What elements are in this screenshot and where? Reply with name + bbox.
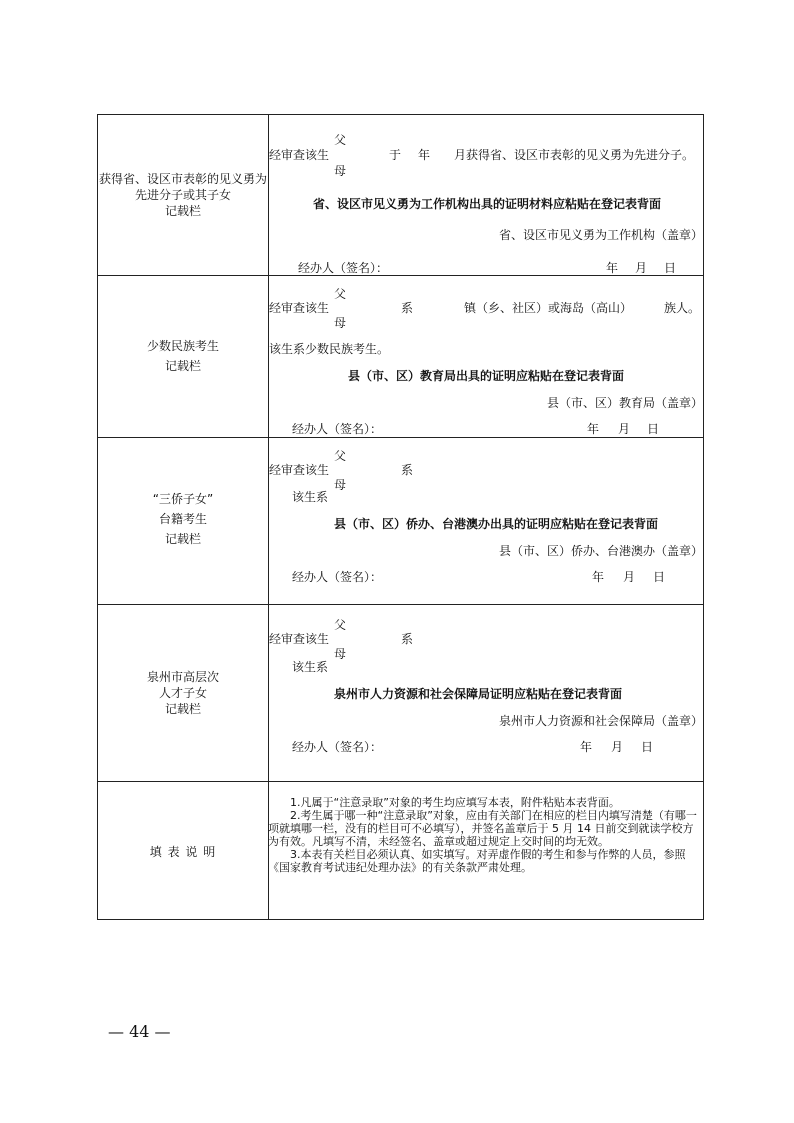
ethnicity-text: 族人。 — [664, 301, 701, 315]
section-talent-children — [98, 605, 703, 782]
father-option: 父 — [334, 449, 347, 463]
mother-option: 母 — [334, 316, 347, 330]
section-ethnic-minority — [98, 276, 703, 438]
sign-month: 月 — [618, 422, 631, 436]
sign-year: 年 — [587, 422, 600, 436]
instruction-item: 2.考生属于哪一种“注意录取”对象，应由有关部门在相应的栏目内填写清楚（有哪一项就填哪一栏，没有的栏目可不必填写），并签名盖章后于 5 月 14 日前交到就读学校方为有效。凡填写不清，未经签名、盖章或超过规定上交时间的均无效。 — [268, 809, 697, 848]
label-line: 台籍考生 — [158, 512, 207, 526]
attachment-notice: 县（市、区）侨办、台港澳办出具的证明应粘贴在登记表背面 — [334, 517, 659, 531]
signature-label: 经办人（签名）： — [292, 740, 383, 754]
award-text: 月获得省、设区市表彰的见义勇为先进分子。 — [454, 148, 695, 162]
section-label — [98, 338, 268, 374]
sign-year: 年 — [606, 261, 619, 275]
lead-text: 经审查该生 — [269, 301, 330, 315]
label-line: 记载栏 — [164, 204, 201, 218]
student-statement: 该生系 — [292, 490, 329, 504]
label-line: 先进分子或其子女 — [134, 188, 231, 202]
minority-statement: 该生系少数民族考生。 — [269, 342, 390, 356]
column-divider — [268, 115, 269, 275]
sign-day: 日 — [664, 261, 677, 275]
at-text: 于 — [389, 148, 402, 162]
sign-month: 月 — [635, 261, 648, 275]
mother-option: 母 — [334, 647, 347, 661]
instruction-item: 3.本表有关栏目必须认真、如实填写。对弄虚作假的考生和参与作弊的人员，参照《国家教育考试违纪处理办法》的有关条款严肃处理。 — [268, 848, 686, 874]
label-line: 记载栏 — [164, 702, 201, 716]
mother-option: 母 — [334, 478, 347, 492]
section-label — [98, 491, 268, 547]
lead-text: 经审查该生 — [269, 463, 330, 477]
label-line: 少数民族考生 — [146, 339, 219, 353]
stamp-line: 县（市、区）教育局（盖章） — [547, 396, 704, 410]
sign-month: 月 — [611, 740, 624, 754]
stamp-line: 省、设区市见义勇为工作机构（盖章） — [499, 228, 704, 242]
section-label — [98, 171, 268, 219]
stamp-line: 县（市、区）侨办、台港澳办（盖章） — [499, 544, 704, 558]
father-option: 父 — [334, 287, 347, 301]
relation-text: 系 — [401, 301, 414, 315]
signature-label: 经办人（签名）： — [292, 422, 383, 436]
attachment-notice: 省、设区市见义勇为工作机构出具的证明材料应粘贴在登记表背面 — [313, 197, 662, 211]
stamp-line: 泉州市人力资源和社会保障局（盖章） — [499, 714, 704, 728]
sign-month: 月 — [623, 570, 636, 584]
sign-day: 日 — [647, 422, 660, 436]
label-line: “三侨子女” — [152, 492, 214, 506]
attachment-notice: 泉州市人力资源和社会保障局证明应粘贴在登记表背面 — [334, 687, 623, 701]
section-label — [98, 669, 268, 717]
sign-year: 年 — [580, 740, 593, 754]
attachment-notice: 县（市、区）教育局出具的证明应粘贴在登记表背面 — [348, 369, 625, 383]
relation-text: 系 — [401, 632, 414, 646]
section-hero-family — [98, 115, 703, 276]
instruction-item: 1.凡属于“注意录取”对象的考生均应填写本表，附件粘贴本表背面。 — [290, 796, 620, 809]
father-option: 父 — [334, 618, 347, 632]
page-number: — 44 — — [108, 1022, 171, 1041]
label-line: 人才子女 — [158, 686, 207, 700]
instructions-label: 填 表 说 明 — [149, 845, 217, 859]
lead-text: 经审查该生 — [269, 148, 330, 162]
relation-text: 系 — [401, 463, 414, 477]
lead-text: 经审查该生 — [269, 632, 330, 646]
father-option: 父 — [334, 133, 347, 147]
year-text: 年 — [418, 148, 431, 162]
label-line: 记载栏 — [164, 532, 201, 546]
sign-day: 日 — [653, 570, 666, 584]
student-statement: 该生系 — [292, 660, 329, 674]
signature-label: 经办人（签名）： — [298, 261, 389, 275]
mother-option: 母 — [334, 164, 347, 178]
signature-label: 经办人（签名）： — [292, 570, 383, 584]
label-line: 泉州市高层次 — [146, 670, 219, 684]
sign-year: 年 — [592, 570, 605, 584]
sign-day: 日 — [641, 740, 654, 754]
town-text: 镇（乡、社区）或海岛（高山） — [464, 301, 633, 315]
section-overseas-taiwan — [98, 438, 703, 605]
label-line: 记载栏 — [164, 359, 201, 373]
instructions-body — [268, 796, 700, 874]
label-line: 获得省、设区市表彰的见义勇为 — [98, 172, 267, 186]
